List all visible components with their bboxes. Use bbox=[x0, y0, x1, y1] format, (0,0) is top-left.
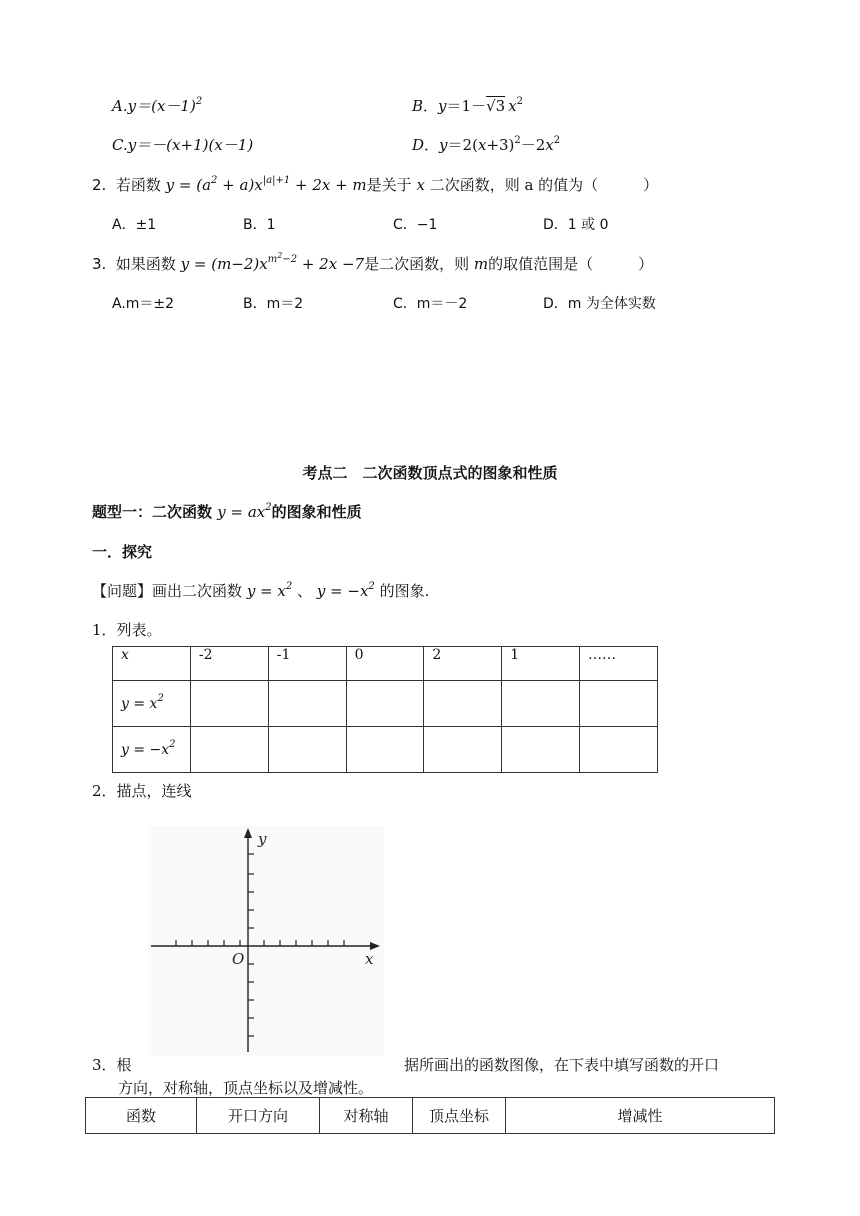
step-3-line2: 方向，对称轴，顶点坐标以及增减性。 bbox=[118, 1079, 374, 1097]
q1-option-d: D．$y=2(x+3)^2-2x^2$ bbox=[412, 135, 561, 154]
section-title: 考点二 二次函数顶点式的图象和性质 bbox=[302, 464, 558, 482]
question-2 bbox=[92, 174, 658, 195]
step-3-number: 3． bbox=[92, 1056, 117, 1074]
q3-option-b: B．m＝2 bbox=[243, 296, 304, 312]
q3-stem-prefix: 如果函数 bbox=[115, 255, 176, 273]
input-cell[interactable] bbox=[346, 681, 424, 727]
input-cell[interactable] bbox=[190, 681, 268, 727]
header-cell-monotonicity: 增减性 bbox=[506, 1098, 775, 1134]
input-cell[interactable] bbox=[502, 681, 580, 727]
problem-statement bbox=[92, 580, 429, 601]
header-cell-x: x bbox=[113, 647, 191, 681]
x-axis-label: x bbox=[365, 950, 374, 968]
value-table-header-row bbox=[113, 647, 658, 681]
row-label-y-x2: $y = x^2$ bbox=[113, 681, 191, 727]
q2-option-d: D．1 或 0 bbox=[543, 217, 609, 233]
q3-formula: $y = (m-2)x^{m^2-2} + 2x -7$ bbox=[180, 251, 365, 273]
value-table bbox=[112, 646, 658, 773]
q2-option-b: B．1 bbox=[243, 217, 276, 233]
step-3-right: 据所画出的函数图像，在下表中填写函数的开口 bbox=[404, 1056, 720, 1074]
q3-stem-suffix: 的取值范围是（ ） bbox=[488, 255, 654, 273]
input-cell[interactable] bbox=[502, 727, 580, 773]
header-cell-function: 函数 bbox=[86, 1098, 197, 1134]
topic-suffix: 的图象和性质 bbox=[271, 503, 362, 521]
input-cell[interactable] bbox=[190, 727, 268, 773]
q3-option-a: A.m＝±2 bbox=[112, 296, 175, 312]
q2-stem-mid: 是关于 bbox=[366, 176, 412, 194]
input-cell[interactable] bbox=[580, 681, 658, 727]
header-cell: 1 bbox=[502, 647, 580, 681]
table-row bbox=[113, 727, 658, 773]
q2-option-c: C．−1 bbox=[393, 217, 438, 233]
header-cell-vertex: 顶点坐标 bbox=[413, 1098, 506, 1134]
q3-number: 3. bbox=[92, 255, 107, 273]
header-cell: …… bbox=[580, 647, 658, 681]
topic-prefix: 题型一：二次函数 bbox=[92, 503, 213, 521]
q2-stem-prefix: 若函数 bbox=[115, 176, 161, 194]
header-cell: -1 bbox=[268, 647, 346, 681]
q1-option-b: B．y＝1－√3 $x^2$ bbox=[412, 96, 524, 115]
q2-formula: $y = (a^2 + a)x^{|a|+1} + 2x + m$ bbox=[165, 175, 367, 194]
q2-var: x bbox=[416, 176, 425, 194]
q1-option-a: $A.y=(x-1)^2$ bbox=[112, 96, 203, 115]
problem-prefix: 画出二次函数 bbox=[152, 582, 243, 600]
q3-option-d: D．m 为全体实数 bbox=[543, 296, 656, 312]
formula-y-x2: $y = x^2$ bbox=[246, 581, 293, 600]
header-cell-axis: 对称轴 bbox=[320, 1098, 413, 1134]
coordinate-axes bbox=[148, 826, 384, 1056]
header-cell: -2 bbox=[190, 647, 268, 681]
table-row bbox=[113, 681, 658, 727]
input-cell[interactable] bbox=[424, 681, 502, 727]
step-1-label: 1．列表。 bbox=[92, 621, 162, 639]
origin-label: O bbox=[232, 950, 245, 968]
topic-formula: $y = ax^2$ bbox=[217, 502, 272, 521]
input-cell[interactable] bbox=[268, 681, 346, 727]
header-cell-opening: 开口方向 bbox=[197, 1098, 320, 1134]
q2-option-a: A．±1 bbox=[112, 217, 157, 233]
q3-var: m bbox=[473, 255, 489, 273]
question-3 bbox=[92, 253, 653, 274]
properties-header-row bbox=[86, 1098, 775, 1134]
problem-suffix: 的图象. bbox=[379, 582, 430, 600]
input-cell[interactable] bbox=[346, 727, 424, 773]
q3-stem-mid: 是二次函数，则 bbox=[364, 255, 470, 273]
problem-tag: 【问题】 bbox=[92, 582, 153, 600]
q3-option-c: C．m＝－2 bbox=[393, 296, 468, 312]
problem-sep: 、 bbox=[297, 582, 313, 600]
q2-number: 2. bbox=[92, 176, 107, 194]
topic-heading bbox=[92, 501, 362, 522]
row-label-y-neg-x2: $y = -x^2$ bbox=[113, 727, 191, 773]
step-2-label: 2．描点，连线 bbox=[92, 782, 192, 800]
step-3-line1 bbox=[92, 1054, 132, 1075]
header-cell: 0 bbox=[346, 647, 424, 681]
input-cell[interactable] bbox=[268, 727, 346, 773]
q1-option-c: C.y＝－(x+1)(x－1) bbox=[112, 136, 254, 154]
part-one-heading: 一．探究 bbox=[92, 543, 153, 561]
q2-stem-suffix: 二次函数，则 a 的值为（ ） bbox=[429, 176, 659, 194]
y-axis-label: y bbox=[258, 830, 267, 848]
header-cell: 2 bbox=[424, 647, 502, 681]
input-cell[interactable] bbox=[580, 727, 658, 773]
input-cell[interactable] bbox=[424, 727, 502, 773]
step-3-left: 根 bbox=[116, 1056, 132, 1074]
properties-table bbox=[85, 1097, 775, 1134]
formula-y-neg-x2: $y = -x^2$ bbox=[316, 581, 375, 600]
